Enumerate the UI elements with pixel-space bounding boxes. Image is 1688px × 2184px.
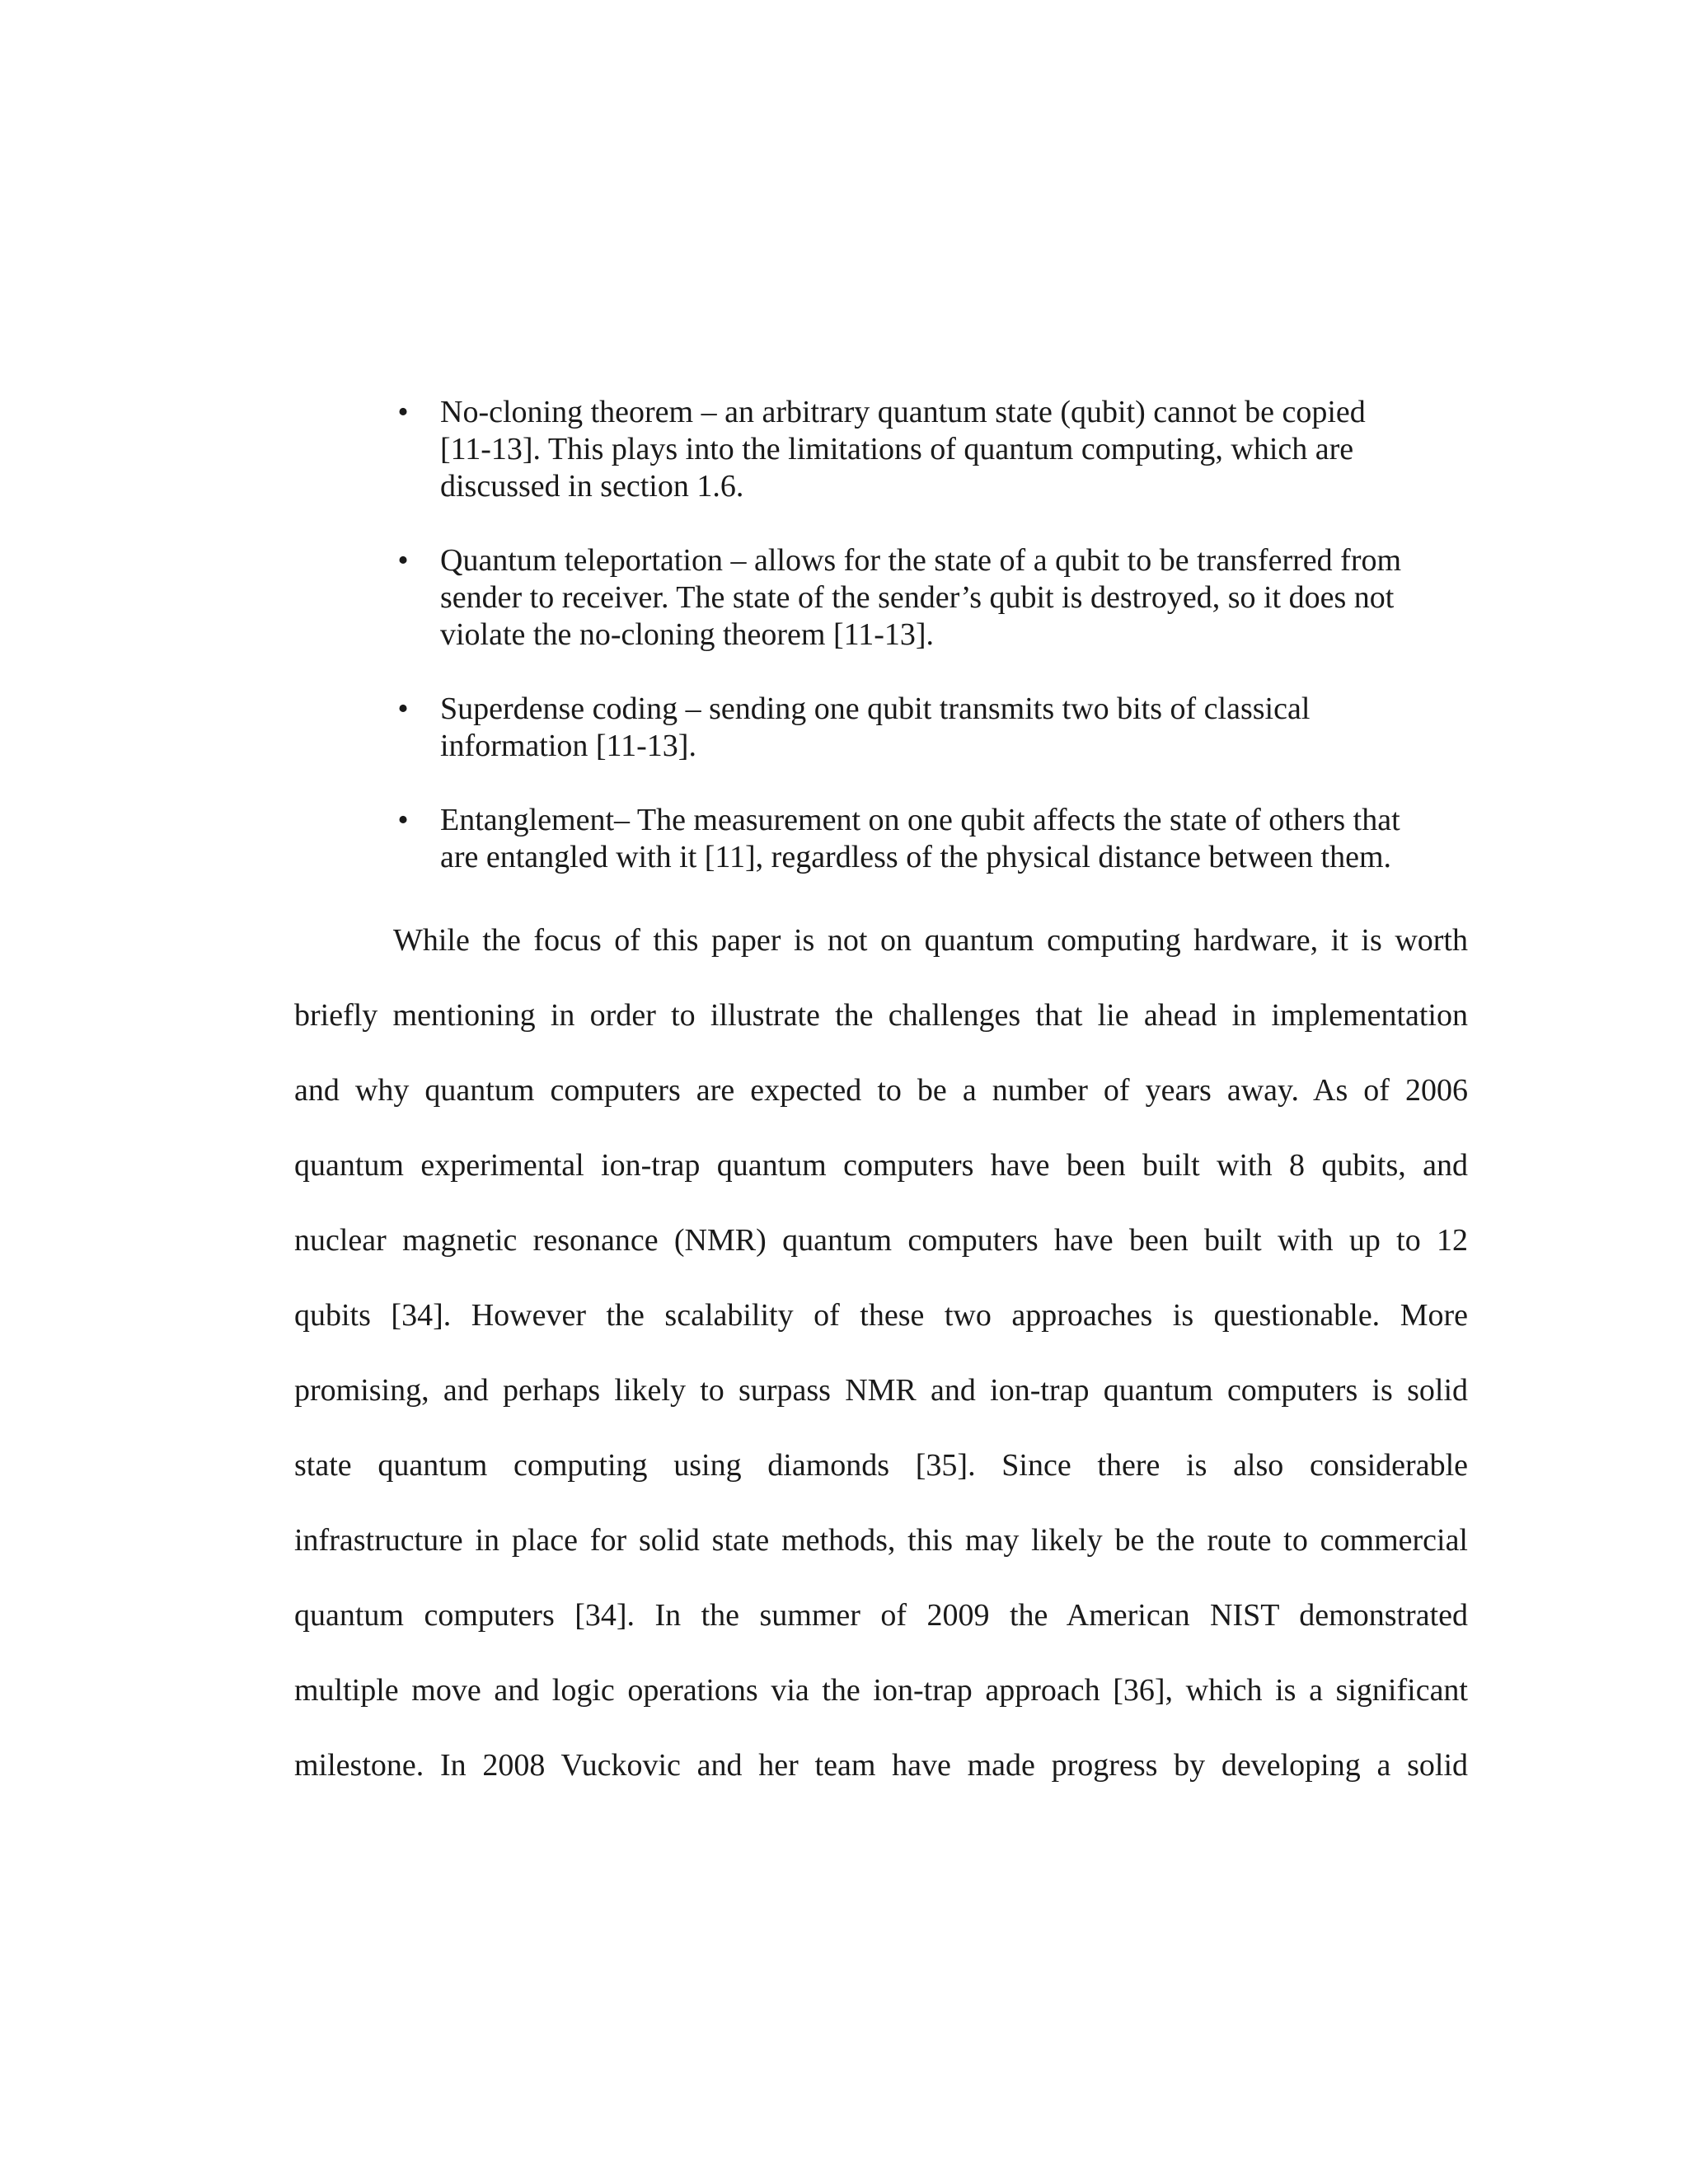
paragraph-line: qubits [34]. However the scalability of these two approaches is questionable. More — [294, 1298, 1468, 1333]
bullet-item-teleportation — [391, 542, 1470, 654]
paragraph-line: infrastructure in place for solid state methods, this may likely be the route to commercial — [294, 1523, 1468, 1558]
bullet-line: Entanglement– The measurement on one qubit affects the state of others that — [440, 803, 1400, 837]
paragraph-line: state quantum computing using diamonds [35]. Since there is also considerable — [294, 1448, 1468, 1483]
bullet-line: Quantum teleportation – allows for the state of a qubit to be transferred from — [440, 543, 1402, 578]
bullet-icon: • — [397, 395, 409, 429]
bullet-icon: • — [397, 691, 409, 726]
bullet-line: No-cloning theorem – an arbitrary quantum state (qubit) cannot be copied — [440, 395, 1366, 429]
paragraph-line: briefly mentioning in order to illustrate the challenges that lie ahead in implementation — [294, 998, 1468, 1033]
bullet-icon: • — [397, 803, 409, 837]
bullet-line: sender to receiver. The state of the sender’s qubit is destroyed, so it does not — [440, 580, 1395, 615]
bullet-line: are entangled with it [11], regardless of the physical distance between them. — [440, 840, 1392, 874]
paragraph-line: milestone. In 2008 Vuckovic and her team have made progress by developing a solid — [294, 1748, 1468, 1783]
paragraph-line: promising, and perhaps likely to surpass NMR and ion-trap quantum computers is solid — [294, 1373, 1468, 1408]
paragraph-line: While the focus of this paper is not on quantum computing hardware, it is worth — [393, 923, 1468, 958]
bullet-item-entanglement — [391, 802, 1470, 876]
paragraph-line: nuclear magnetic resonance (NMR) quantum computers have been built with up to 12 — [294, 1223, 1468, 1258]
paragraph-line: quantum experimental ion-trap quantum computers have been built with 8 qubits, and — [294, 1148, 1468, 1183]
bullet-line: discussed in section 1.6. — [440, 469, 744, 504]
body-paragraph — [294, 903, 1468, 1803]
bullet-line: information [11-13]. — [440, 729, 696, 763]
bullet-line: Superdense coding – sending one qubit transmits two bits of classical — [440, 691, 1311, 726]
paragraph-line: and why quantum computers are expected to be a number of years away. As of 2006 — [294, 1073, 1468, 1108]
bullet-list — [391, 394, 1470, 876]
paragraph-line: quantum computers [34]. In the summer of 2009 the American NIST demonstrated — [294, 1598, 1468, 1633]
bullet-item-no-cloning — [391, 394, 1470, 505]
bullet-icon: • — [397, 543, 409, 578]
bullet-line: [11-13]. This plays into the limitations of quantum computing, which are — [440, 432, 1354, 466]
paragraph-line: multiple move and logic operations via the ion-trap approach [36], which is a significant — [294, 1673, 1468, 1708]
bullet-line: violate the no-cloning theorem [11-13]. — [440, 617, 935, 652]
bullet-item-superdense-coding — [391, 691, 1470, 765]
